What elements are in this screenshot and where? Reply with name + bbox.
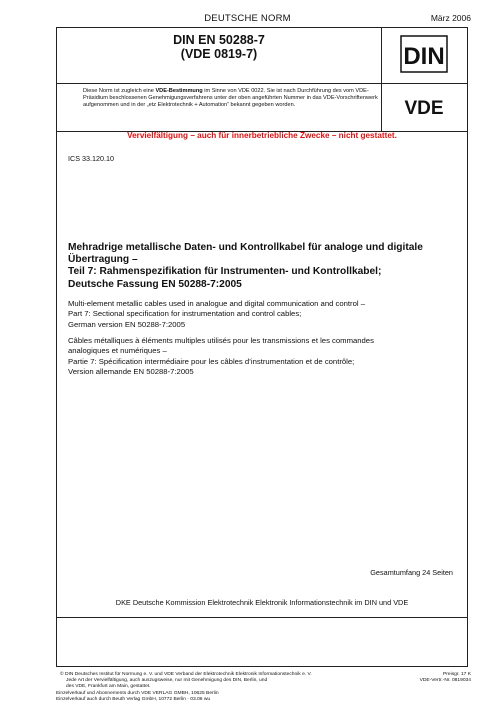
title-english-line: German version EN 50288-7:2005 — [68, 319, 186, 329]
title-french-line: Câbles métalliques à éléments multiples utilisés pour les transmissions et les commandes — [68, 336, 374, 345]
vde-notice-row — [57, 83, 467, 132]
standard-number-row — [57, 28, 467, 84]
title-french-line: Version allemande EN 50288-7:2005 — [68, 367, 194, 377]
vde-logo — [382, 83, 466, 129]
vde-notice-part1: Diese Norm ist zugleich eine — [83, 88, 156, 94]
vde-notice-bold: VDE-Bestimmung — [155, 88, 203, 94]
title-french-line: Partie 7: Spécification intermédiaire pour les câbles d’instrumentation et de contrôle; — [68, 356, 355, 366]
vde-logo-text: VDE — [404, 98, 444, 119]
ics-code: ICS 33.120.10 — [68, 154, 114, 163]
din-logo-text: DIN — [403, 43, 445, 70]
sales-line: Einzelverkauf auch durch Beuth Verlag GmbH, 10772 Berlin · 03.06 wu — [56, 696, 211, 702]
vde-notice-text — [83, 88, 383, 110]
document-type-header: DEUTSCHE NORM — [204, 13, 291, 24]
copyright-line: des VDE, Frankfurt am Main, gestattet. — [66, 684, 151, 689]
vde-notice-part2: im Sinne von VDE 0022. Sie ist nach Durchführung des vom VDE-Präsidium beschlossenen Genehmigungsverfahrens unter der oben angeführten Nummer in das VDE-Vorschriftenwerk aufgenommen und in der „etz Elektrotechnik + Automation“ bekannt gegeben worden. — [83, 88, 378, 109]
title-german-line: Mehradrige metallische Daten- und Kontrollkabel für analoge und digitale — [68, 242, 423, 253]
standard-number-block — [57, 33, 381, 61]
reproduction-notice: Vervielfältigung – auch für innerbetriebliche Zwecke – nicht gestattet. — [127, 131, 397, 140]
dke-commission: DKE Deutsche Kommission Elektrotechnik Elektronik Informationstechnik im DIN und VDE — [115, 598, 409, 607]
cover-frame — [56, 27, 468, 667]
title-english — [68, 299, 463, 330]
copyright-notice — [60, 672, 390, 690]
vde-number: (VDE 0819-7) — [180, 47, 258, 61]
title-english-line: Part 7: Sectional specification for instrumentation and control cables; — [68, 309, 302, 319]
title-german-line: Teil 7: Rahmenspezifikation für Instrumenten- und Kontrollkabel; — [68, 266, 382, 278]
copyright-line: © DIN Deutsches Institut für Normung e. V. und VDE Verband der Elektrotechnik Elektronik Informationstechnik e. V. — [60, 672, 312, 677]
standard-number: DIN EN 50288-7 — [173, 33, 265, 47]
copyright-line: Jede Art der Vervielfältigung, auch auszugsweise, nur mit Genehmigung des DIN, Berlin, und — [66, 678, 268, 683]
sales-line: Einzelverkauf und Abonnements durch VDE VERLAG GMBH, 10625 Berlin — [56, 691, 219, 696]
title-english-line: Multi-element metallic cables used in analogue and digital communication and control – — [68, 299, 365, 308]
din-logo — [382, 28, 466, 82]
publication-date: März 2006 — [430, 13, 471, 23]
title-german-line: Übertragung – — [68, 254, 138, 266]
title-german — [68, 242, 463, 291]
title-german-line: Deutsche Fassung EN 50288-7:2005 — [68, 278, 242, 290]
price-info — [381, 672, 471, 684]
price-group: Preisgr. 17 K — [443, 672, 471, 677]
vde-order-number: VDE-Vertr.-Nr. 0819034 — [419, 678, 471, 683]
din-logo-cell — [381, 28, 467, 83]
total-pages: Gesamtumfang 24 Seiten — [370, 568, 453, 577]
divider — [57, 617, 467, 618]
vde-logo-cell — [381, 83, 467, 131]
sales-info — [56, 691, 386, 702]
title-french-line: analogiques et numériques – — [68, 346, 167, 356]
title-french — [68, 336, 463, 378]
